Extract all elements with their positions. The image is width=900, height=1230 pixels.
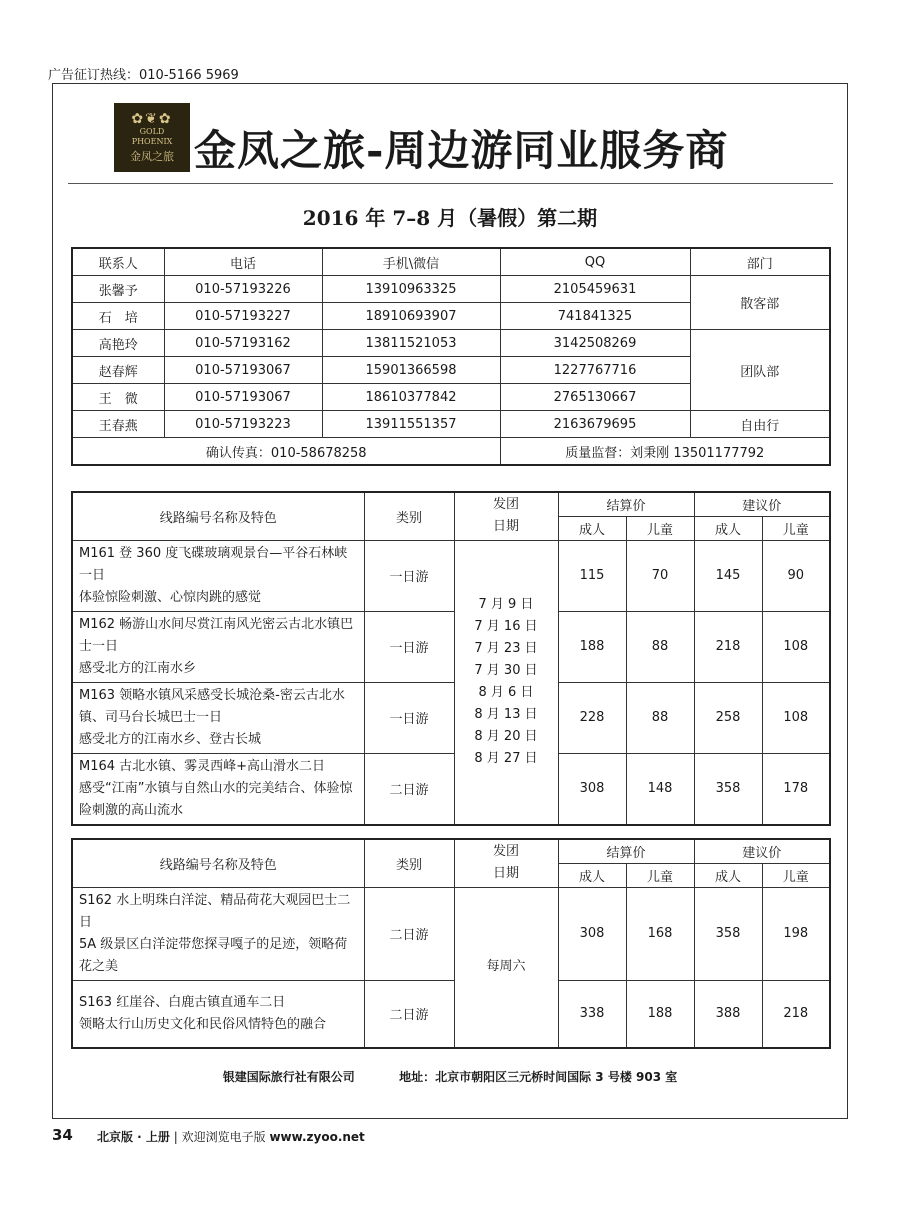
route-type: 二日游: [364, 753, 454, 825]
department-cell: 团队部: [690, 330, 830, 411]
suggest-adult: 388: [694, 980, 762, 1048]
settle-child: 88: [626, 682, 694, 753]
settle-child: 168: [626, 887, 694, 980]
logo-en-1: GOLD: [139, 127, 165, 136]
header-settle-price: 结算价: [558, 839, 694, 863]
contact-row: [72, 276, 830, 303]
contact-qq: 741841325: [500, 303, 690, 330]
route-row: [72, 753, 830, 825]
route-row: [72, 887, 830, 980]
route-type: 一日游: [364, 540, 454, 611]
department-cell: 自由行: [690, 411, 830, 438]
contact-name: 高艳玲: [72, 330, 164, 357]
header-type: 类别: [364, 492, 454, 540]
phoenix-icon: ✿❦✿: [131, 111, 173, 127]
fax-line: 确认传真：010-58678258: [72, 438, 500, 466]
route-table-1: [71, 491, 831, 826]
suggest-child: 108: [762, 611, 830, 682]
contacts-header-row: [72, 248, 830, 276]
contact-qq: 2105459631: [500, 276, 690, 303]
gold-phoenix-logo: [114, 103, 190, 172]
route-name: M161 登 360 度飞碟玻璃观景台—平谷石林峡一日 体验惊险刺激、心惊肉跳的感觉: [72, 540, 364, 611]
company-address: 地址：北京市朝阳区三元桥时间国际 3 号楼 903 室: [399, 1070, 678, 1084]
company-name: 银建国际旅行社有限公司: [222, 1070, 355, 1084]
header-child: 儿童: [626, 516, 694, 540]
suggest-child: 108: [762, 682, 830, 753]
page-footer: [97, 1128, 365, 1145]
suggest-child: 90: [762, 540, 830, 611]
route-name: S163 红崖谷、白鹿古镇直通车二日 领略太行山历史文化和民俗风情特色的融合: [72, 980, 364, 1048]
contact-name: 赵春辉: [72, 357, 164, 384]
company-footer: [0, 1068, 900, 1085]
page-number: 34: [52, 1126, 73, 1144]
route-name: M164 古北水镇、雾灵西峰+高山滑水二日 感受“江南”水镇与自然山水的完美结合、体验惊险刺激的高山流水: [72, 753, 364, 825]
route-row: [72, 980, 830, 1048]
settle-adult: 308: [558, 753, 626, 825]
divider: [68, 183, 833, 184]
contacts-footer-row: [72, 438, 830, 466]
contact-mobile: 13911551357: [322, 411, 500, 438]
contacts-table: [71, 247, 831, 466]
header-child: 儿童: [762, 516, 830, 540]
settle-adult: 188: [558, 611, 626, 682]
contact-phone: 010-57193226: [164, 276, 322, 303]
departure-dates: 每周六: [454, 887, 558, 1048]
contact-name: 王春燕: [72, 411, 164, 438]
route-type: 二日游: [364, 980, 454, 1048]
settle-adult: 338: [558, 980, 626, 1048]
contact-qq: 2163679695: [500, 411, 690, 438]
header-route-name: 线路编号名称及特色: [72, 492, 364, 540]
settle-child: 70: [626, 540, 694, 611]
route-name: M163 领略水镇风采感受长城沧桑-密云古北水镇、司马台长城巴士一日 感受北方的江南水乡、登古长城: [72, 682, 364, 753]
issue-title: 2016 年 7–8 月（暑假）第二期: [302, 206, 598, 230]
route-table-2: [71, 838, 831, 1049]
departure-dates: 7 月 9 日 7 月 16 日 7 月 23 日 7 月 30 日 8 月 6 日 8 月 13 日 8 月 20 日 8 月 27 日: [454, 540, 558, 825]
header-suggest-price: 建议价: [694, 839, 830, 863]
header-mobile: 手机\微信: [322, 248, 500, 276]
header-department: 部门: [690, 248, 830, 276]
logo-en-2: PHOENIX: [131, 137, 173, 146]
contact-phone: 010-57193227: [164, 303, 322, 330]
contact-name: 王 微: [72, 384, 164, 411]
website-link[interactable]: www.zyoo.net: [269, 1130, 365, 1144]
ad-hotline: 广告征订热线：010-5166 5969: [48, 68, 239, 83]
contact-mobile: 15901366598: [322, 357, 500, 384]
header-type: 类别: [364, 839, 454, 887]
settle-child: 88: [626, 611, 694, 682]
footer-separator: |: [173, 1130, 178, 1144]
header-adult: 成人: [694, 863, 762, 887]
contact-phone: 010-57193067: [164, 357, 322, 384]
suggest-adult: 145: [694, 540, 762, 611]
contact-qq: 1227767716: [500, 357, 690, 384]
suggest-adult: 358: [694, 753, 762, 825]
header-qq: QQ: [500, 248, 690, 276]
contact-mobile: 18610377842: [322, 384, 500, 411]
header-date: 发团 日期: [454, 839, 558, 887]
contact-row: [72, 330, 830, 357]
contact-qq: 2765130667: [500, 384, 690, 411]
browse-label: 欢迎浏览电子版: [181, 1130, 266, 1144]
edition-label: 北京版 · 上册: [97, 1130, 170, 1144]
route-header-row: [72, 492, 830, 516]
header-date: 发团 日期: [454, 492, 558, 540]
header-suggest-price: 建议价: [694, 492, 830, 516]
suggest-adult: 218: [694, 611, 762, 682]
contact-phone: 010-57193067: [164, 384, 322, 411]
suggest-adult: 258: [694, 682, 762, 753]
header-adult: 成人: [558, 516, 626, 540]
contact-phone: 010-57193223: [164, 411, 322, 438]
route-row: [72, 611, 830, 682]
header-child: 儿童: [762, 863, 830, 887]
contact-phone: 010-57193162: [164, 330, 322, 357]
contact-name: 石 培: [72, 303, 164, 330]
header-contact: 联系人: [72, 248, 164, 276]
route-header-row: [72, 839, 830, 863]
route-name: M162 畅游山水间尽赏江南风光密云古北水镇巴士一日 感受北方的江南水乡: [72, 611, 364, 682]
settle-adult: 228: [558, 682, 626, 753]
contact-mobile: 13910963325: [322, 276, 500, 303]
headline: 金凤之旅-周边游同业服务商: [194, 126, 729, 175]
settle-adult: 308: [558, 887, 626, 980]
suggest-adult: 358: [694, 887, 762, 980]
logo-cn: 金凤之旅: [130, 150, 174, 163]
header-phone: 电话: [164, 248, 322, 276]
contact-qq: 3142508269: [500, 330, 690, 357]
suggest-child: 198: [762, 887, 830, 980]
quality-line: 质量监督：刘秉刚 13501177792: [500, 438, 830, 466]
header-child: 儿童: [626, 863, 694, 887]
contact-row: [72, 411, 830, 438]
contact-mobile: 18910693907: [322, 303, 500, 330]
contact-name: 张馨予: [72, 276, 164, 303]
department-cell: 散客部: [690, 276, 830, 330]
contact-mobile: 13811521053: [322, 330, 500, 357]
route-type: 二日游: [364, 887, 454, 980]
settle-child: 188: [626, 980, 694, 1048]
header-settle-price: 结算价: [558, 492, 694, 516]
route-type: 一日游: [364, 682, 454, 753]
settle-adult: 115: [558, 540, 626, 611]
header-route-name: 线路编号名称及特色: [72, 839, 364, 887]
route-name: S162 水上明珠白洋淀、精品荷花大观园巴士二日 5A 级景区白洋淀带您探寻嘎子的足迹，领略荷花之美: [72, 887, 364, 980]
header-adult: 成人: [694, 516, 762, 540]
header-adult: 成人: [558, 863, 626, 887]
route-row: [72, 682, 830, 753]
suggest-child: 218: [762, 980, 830, 1048]
route-type: 一日游: [364, 611, 454, 682]
route-row: [72, 540, 830, 611]
suggest-child: 178: [762, 753, 830, 825]
settle-child: 148: [626, 753, 694, 825]
